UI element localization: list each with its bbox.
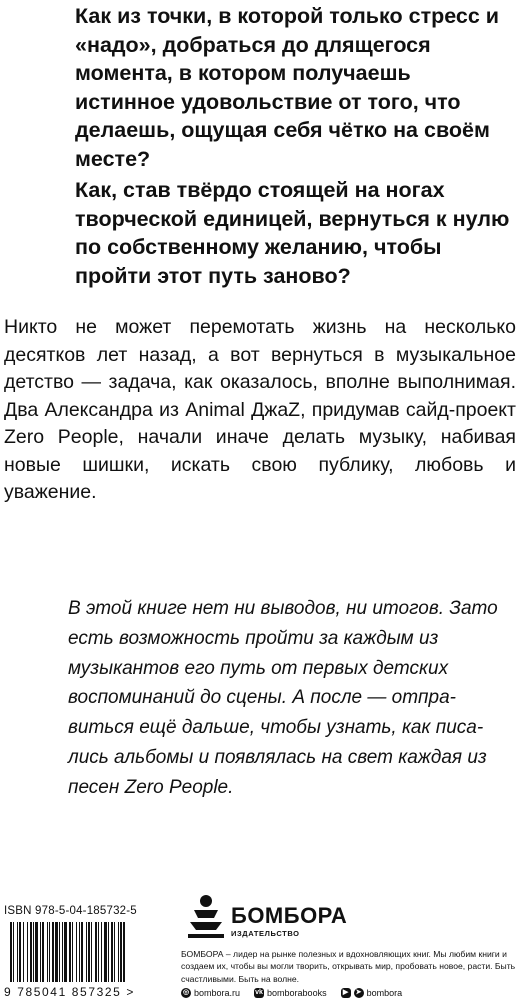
- isbn-label: ISBN 978-5-04-185732-5: [4, 905, 137, 917]
- publisher-name: БОМБОРА: [231, 903, 348, 928]
- barcode-bar: [98, 922, 99, 982]
- barcode-bar: [30, 922, 32, 982]
- barcode-bar: [27, 922, 28, 982]
- barcode-bar: [86, 922, 87, 982]
- barcode-bar: [72, 922, 73, 982]
- social-label: bombora: [366, 988, 403, 998]
- publisher-tagline: БОМБОРА – лидер на рынке полезных и вдохновляющих книг. Мы любим книги и создаем их, чтобы вы могли творить, открывать мир, пробовать новое, расти. Быть счастливыми. Быть на волне.: [181, 949, 516, 984]
- telegram-icon: ➤: [354, 988, 364, 998]
- question-1: Как из точки, в которой только стресс и «надо», добраться до длящегося момента, в котором получаешь истинное удовольствие от того, что делаешь, ощущая себя чётко на своём месте?: [75, 4, 500, 171]
- barcode-bar: [120, 922, 122, 982]
- barcode-bar: [88, 922, 90, 982]
- barcode-digits: 9 785041 857325 >: [4, 985, 135, 999]
- barcode-bar: [114, 922, 115, 982]
- publisher-subtitle: ИЗДАТЕЛЬСТВО: [231, 929, 300, 938]
- barcode-bar: [62, 922, 63, 982]
- barcode-bar: [104, 922, 107, 982]
- social-vk: [254, 988, 327, 998]
- barcode-bar: [10, 922, 12, 982]
- barcode-bar: [33, 922, 34, 982]
- barcode-bar: [19, 922, 21, 982]
- publisher-logo-icon: [186, 894, 226, 940]
- social-instagram: [181, 988, 240, 998]
- quote-paragraph: В этой книге нет ни выводов, ни итогов. Зато есть возможность пройти за каждым из музыкантов его путь от первых детских воспоминаний до сцены. А после — отправиться ещё дальше, чтобы узнать, как писались альбомы и появлялась на свет каждая из песен Zero People.: [68, 598, 498, 798]
- barcode-bar: [69, 922, 71, 982]
- barcode-bar: [64, 922, 67, 982]
- youtube-icon: ▶: [341, 988, 351, 998]
- barcode-bar: [79, 922, 80, 982]
- question-2: Как, став твёрдо стоящей на ногах творческой единицей, вернуться к нулю по собственному желанию, чтобы пройти этот путь заново?: [75, 178, 510, 288]
- barcode-bar: [111, 922, 113, 982]
- social-label: bombora.ru: [194, 988, 241, 998]
- barcode-bar: [55, 922, 58, 982]
- barcode-bar: [23, 922, 24, 982]
- barcode-bar: [35, 922, 38, 982]
- barcode-bar: [81, 922, 83, 982]
- barcode-bar: [123, 922, 125, 982]
- barcode-bar: [118, 922, 119, 982]
- barcode-bar: [59, 922, 60, 982]
- barcode-bar: [108, 922, 109, 982]
- barcode-bar: [17, 922, 18, 982]
- barcode: [4, 922, 162, 982]
- social-links: [181, 988, 402, 998]
- description-paragraph: Никто не может перемотать жизнь на несколько десятков лет назад, а вот вернуться в музыкальное детство — задача, как оказалось, вполне выполнимая. Два Александра из Animal ДжаZ, придумав сайд-проект Zero People, начали иначе делать музыку, набивая новые шишки, искать свою публику, любовь и уважение.: [4, 316, 516, 503]
- social-youtube-telegram: [341, 988, 403, 998]
- barcode-bar: [101, 922, 102, 982]
- barcode-bar: [91, 922, 92, 982]
- barcode-bar: [47, 922, 48, 982]
- instagram-icon: ◎: [182, 989, 190, 996]
- barcode-bar: [49, 922, 50, 982]
- barcode-bar: [95, 922, 97, 982]
- barcode-bar: [52, 922, 54, 982]
- barcode-bar: [13, 922, 14, 982]
- barcode-bar: [76, 922, 77, 982]
- vk-icon: vk: [255, 989, 263, 996]
- social-label: bomborabooks: [267, 988, 327, 998]
- barcode-bar: [42, 922, 44, 982]
- barcode-bar: [40, 922, 41, 982]
